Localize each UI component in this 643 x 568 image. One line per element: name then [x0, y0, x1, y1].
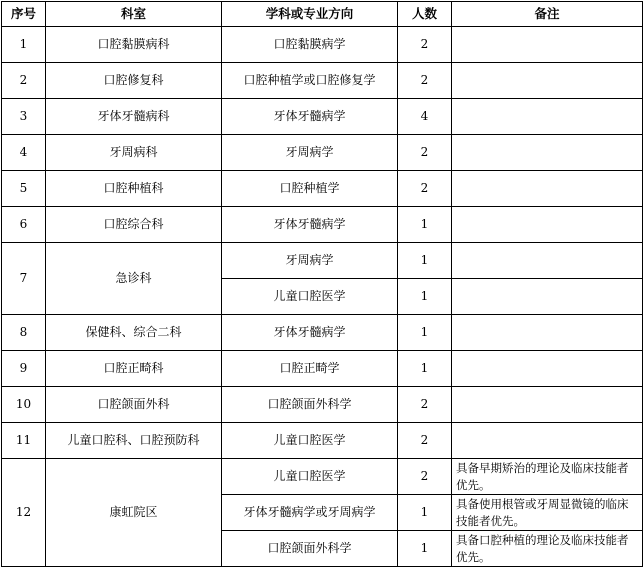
row-dept: 儿童口腔科、口腔预防科: [46, 423, 222, 459]
row-note: [452, 171, 643, 207]
row-dept: 保健科、综合二科: [46, 315, 222, 351]
header-subject: 学科或专业方向: [222, 2, 398, 27]
row-no: 10: [2, 387, 46, 423]
table-row: [2, 63, 643, 99]
row-subject: 儿童口腔医学: [222, 459, 398, 495]
table-row: [2, 99, 643, 135]
row-dept: 口腔种植科: [46, 171, 222, 207]
header-count: 人数: [398, 2, 452, 27]
row-count: 2: [398, 135, 452, 171]
row-no: 9: [2, 351, 46, 387]
row-no: 7: [2, 243, 46, 315]
row-subject: 牙周病学: [222, 243, 398, 279]
row-subject: 牙周病学: [222, 135, 398, 171]
row-count: 2: [398, 459, 452, 495]
row-count: 1: [398, 351, 452, 387]
row-no: 6: [2, 207, 46, 243]
row-no: 5: [2, 171, 46, 207]
row-no: 1: [2, 27, 46, 63]
row-dept: 口腔黏膜病科: [46, 27, 222, 63]
row-count: 1: [398, 315, 452, 351]
row-subject: 牙体牙髓病学或牙周病学: [222, 495, 398, 531]
header-no: 序号: [2, 2, 46, 27]
row-dept: 口腔正畸科: [46, 351, 222, 387]
header-dept: 科室: [46, 2, 222, 27]
row-count: 1: [398, 243, 452, 279]
row-no: 8: [2, 315, 46, 351]
row-count: 4: [398, 99, 452, 135]
header-row: [2, 2, 643, 27]
row-note: [452, 99, 643, 135]
row-count: 2: [398, 387, 452, 423]
row-count: 1: [398, 207, 452, 243]
row-dept: 急诊科: [46, 243, 222, 315]
recruitment-table: [1, 1, 643, 567]
row-dept: 口腔综合科: [46, 207, 222, 243]
row-count: 1: [398, 279, 452, 315]
row-note: [452, 423, 643, 459]
row-note: [452, 27, 643, 63]
row-subject: 儿童口腔医学: [222, 423, 398, 459]
row-note: [452, 387, 643, 423]
table-row: [2, 171, 643, 207]
header-note: 备注: [452, 2, 643, 27]
row-count: 2: [398, 27, 452, 63]
row-note: 具备口腔种植的理论及临床技能者优先。: [452, 531, 643, 567]
row-count: 2: [398, 171, 452, 207]
row-dept: 牙周病科: [46, 135, 222, 171]
row-subject: 牙体牙髓病学: [222, 315, 398, 351]
row-note: [452, 135, 643, 171]
row-subject: 牙体牙髓病学: [222, 99, 398, 135]
row-count: 1: [398, 531, 452, 567]
row-no: 11: [2, 423, 46, 459]
row-dept: 口腔颌面外科: [46, 387, 222, 423]
table-row: [2, 459, 643, 495]
row-count: 2: [398, 423, 452, 459]
row-subject: 口腔黏膜病学: [222, 27, 398, 63]
row-dept: 口腔修复科: [46, 63, 222, 99]
row-subject: 口腔正畸学: [222, 351, 398, 387]
row-subject: 口腔种植学: [222, 171, 398, 207]
row-no: 4: [2, 135, 46, 171]
row-note: 具备早期矫治的理论及临床技能者优先。: [452, 459, 643, 495]
table-row: [2, 351, 643, 387]
table-row: [2, 243, 643, 279]
row-note: 具备使用根管或牙周显微镜的临床技能者优先。: [452, 495, 643, 531]
row-subject: 口腔颌面外科学: [222, 387, 398, 423]
row-note: [452, 279, 643, 315]
table-row: [2, 387, 643, 423]
row-no: 12: [2, 459, 46, 567]
table-row: [2, 27, 643, 63]
row-count: 1: [398, 495, 452, 531]
row-note: [452, 63, 643, 99]
row-no: 3: [2, 99, 46, 135]
row-note: [452, 207, 643, 243]
table-row: [2, 315, 643, 351]
row-no: 2: [2, 63, 46, 99]
table-row: [2, 423, 643, 459]
table-row: [2, 135, 643, 171]
row-note: [452, 351, 643, 387]
row-dept: 康虹院区: [46, 459, 222, 567]
row-dept: 牙体牙髓病科: [46, 99, 222, 135]
row-note: [452, 315, 643, 351]
row-count: 2: [398, 63, 452, 99]
row-subject: 口腔种植学或口腔修复学: [222, 63, 398, 99]
row-subject: 儿童口腔医学: [222, 279, 398, 315]
row-subject: 口腔颌面外科学: [222, 531, 398, 567]
table-row: [2, 207, 643, 243]
row-note: [452, 243, 643, 279]
row-subject: 牙体牙髓病学: [222, 207, 398, 243]
